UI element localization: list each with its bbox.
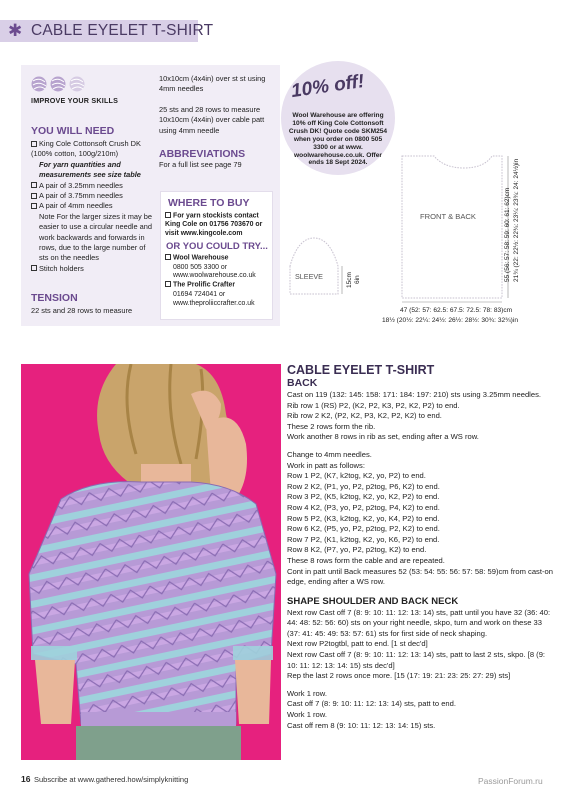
pattern-line: Cast off 7 (8: 9: 10: 11: 12: 13: 14) sts, patt to end. [287, 699, 456, 709]
pattern-title: CABLE EYELET T-SHIRT [287, 363, 435, 377]
asterisk-icon: ✱ [8, 21, 23, 40]
tension-heading: TENSION [31, 292, 78, 304]
sleeve-label: SLEEVE [295, 272, 323, 281]
width-measurement-cm: 47 (52: 57: 62.5: 67.5: 72.5: 78: 83)cm [400, 307, 513, 314]
tension-line: 25 sts and 28 rows to measure 10x10cm (4x4in) over cable patt using 4mm needle [159, 104, 265, 135]
list-item: Stitch holders [31, 264, 156, 274]
pattern-line: Cast on 119 (132: 145: 158: 171: 184: 197: 210) sts using 3.25mm needles. [287, 390, 541, 399]
sleeve-shape [290, 238, 338, 294]
pattern-row: Row 4 K2, (P3, yo, P2, p2tog, P4, K2) to end. [287, 502, 440, 512]
sleeve-measurement-in: 6in [354, 275, 361, 284]
yarn-balls-icon [31, 75, 87, 93]
pattern-row: Row 7 P2, (K1, k2tog, K2, yo, K6, P2) to end. [287, 534, 440, 544]
knitted-tshirt-illustration [21, 364, 281, 760]
promo-discount: 10% off! [289, 70, 366, 103]
where-to-buy-body [165, 212, 270, 309]
pattern-line: Cast off rem 8 (9: 10: 11: 12: 13: 14: 15) sts. [287, 720, 436, 730]
page-number: 16 [21, 774, 31, 784]
watermark: PassionForum.ru [478, 776, 543, 786]
checkbox-icon [31, 141, 37, 147]
pattern-row: Row 6 K2, (P5, yo, P2, p2tog, P2, K2) to end. [287, 524, 440, 534]
pattern-line: Rib row 1 (RS) P2, (K2, P2, K3, P2, K2, P2) to end. [287, 400, 460, 410]
pattern-line: These 8 rows form the cable and are repeated. [287, 555, 445, 565]
pattern-row: Row 2 K2, (P1, yo, P2, p2tog, P6, K2) to end. [287, 481, 440, 491]
sleeve-measurement: 15cm [346, 272, 353, 288]
pattern-line: Next row Cast off 7 (8: 9: 10: 11: 12: 13: 14) sts, patt to last 2 sts, skpo. [8 (9: 10: 11: 12: 13: 14: 15) sts dec'd] [287, 650, 546, 670]
pattern-line: Change to 4mm needles. [287, 449, 372, 459]
tension-continued [159, 74, 274, 136]
pattern-line: Next row Cast off 7 (8: 9: 10: 11: 12: 13: 14) sts, patt until you have 32 (36: 40: 44: 48: 52: 56: 60) sts on your right needle, skpo, turn and work on these 33 (37: 41: 45: 49: 53: 57: 61) sts for first side of neck shaping. [287, 607, 551, 638]
tension-text: 22 sts and 28 rows to measure [31, 306, 133, 315]
pattern-line: Cont in patt until Back measures 52 (53: 54: 55: 56: 57: 58: 59)cm from cast-on edge, ending after a WS row. [287, 566, 553, 587]
checkbox-icon [165, 281, 171, 287]
abbreviations-heading: ABBREVIATIONS [159, 148, 246, 160]
pattern-row: Row 3 P2, (K5, k2tog, K2, yo, K2, P2) to end. [287, 492, 440, 502]
checkbox-icon [31, 265, 37, 271]
pattern-line: Work 1 row. [287, 710, 327, 720]
length-measurement-cm: 55 (56: 57: 58: 59: 60: 61: 62)cm [504, 187, 511, 282]
where-to-buy-heading: WHERE TO BUY [168, 197, 250, 209]
materials-list [31, 139, 156, 274]
pattern-line: Next row P2togtbl, patt to end. [1 st dec'd] [287, 639, 428, 649]
pattern-row: Row 1 P2, (K7, k2tog, K2, yo, P2) to end. [287, 471, 426, 481]
checkbox-icon [31, 203, 37, 209]
front-back-label: FRONT & BACK [420, 212, 476, 221]
checkbox-icon [31, 193, 37, 199]
list-item [165, 281, 270, 290]
model-photo [21, 364, 281, 760]
list-item [165, 212, 270, 239]
shop-name: The Prolific Crafter [173, 281, 236, 289]
length-measurement-in: 21¾ (22: 22½: 22¾: 23¼: 23¾: 24: 24½)in [513, 158, 520, 282]
subscribe-link[interactable]: Subscribe at www.gathered.how/simplyknitting [34, 775, 189, 784]
pattern-row: Row 5 P2, (K3, k2tog, K2, yo, K4, P2) to end. [287, 513, 440, 523]
list-item: Note For the larger sizes it may be easier to use a circular needle and work backwards and forwards in rows, due to the large number of sts on the needles [39, 211, 152, 263]
shop-contact-link[interactable]: 01694 724041 or www.theproliiccrafter.co.uk [173, 290, 255, 307]
list-item [165, 254, 270, 263]
tension-line: 10x10cm (4x4in) over st st using 4mm needles [159, 74, 266, 94]
pattern-line: These 2 rows form the rib. [287, 421, 376, 431]
pattern-row: Row 8 K2, (P7, yo, P2, p2tog, K2) to end. [287, 545, 427, 555]
abbreviations-text: For a full list see page 79 [159, 160, 242, 169]
list-item: A pair of 3.25mm needles [31, 181, 156, 191]
checkbox-icon [165, 212, 171, 218]
shop-contact-link[interactable]: 0800 505 3300 or www.woolwarehouse.co.uk [173, 263, 256, 280]
checkbox-icon [165, 254, 171, 260]
list-item: King Cole Cottonsoft Crush DK (100% cotton, 100g/210m) [31, 139, 141, 159]
pattern-instructions [287, 363, 555, 731]
pattern-line: Work another 8 rows in rib as set, ending after a WS row. [287, 432, 479, 442]
page-header-title: CABLE EYELET T-SHIRT [31, 22, 214, 39]
or-you-could-try-heading: OR YOU COULD TRY... [166, 241, 268, 253]
list-item: A pair of 3.75mm needles [31, 191, 156, 201]
you-will-need-heading: YOU WILL NEED [31, 125, 115, 137]
section-title-shape: SHAPE SHOULDER AND BACK NECK [287, 595, 459, 607]
section-title-back: BACK [287, 377, 318, 389]
list-item: A pair of 4mm needles [31, 201, 156, 211]
list-item: For yarn quantities and measurements see size table [39, 159, 141, 180]
stockist-line[interactable]: For yarn stockists contact King Cole on 01756 703670 or visit www.kingcole.com [165, 212, 263, 238]
pattern-line: Rib row 2 K2, (P2, K2, P3, K2, P2, K2) to end. [287, 411, 442, 421]
pattern-line: Work in patt as follows: [287, 460, 365, 470]
pattern-line: Work 1 row. [287, 688, 327, 698]
skill-level-label: IMPROVE YOUR SKILLS [31, 96, 119, 105]
front-back-shape [402, 156, 502, 298]
promo-text: Wool Warehouse are offering 10% off King Cole Cottonsoft Crush DK! Quote code SKM254 when you order on 0800 505 3300 or at www. woolwarehouse.co.uk. Offer ends 18 Sept 2024. [288, 112, 388, 167]
checkbox-icon [31, 182, 37, 188]
pattern-line: Rep the last 2 rows once more. [15 (17: 19: 21: 23: 25: 27: 29) sts] [287, 671, 511, 681]
width-measurement-in: 18½ (20½: 22¼: 24½: 26½: 28½: 30¾: 32¾)in [382, 317, 519, 324]
shop-name: Wool Warehouse [173, 254, 229, 262]
